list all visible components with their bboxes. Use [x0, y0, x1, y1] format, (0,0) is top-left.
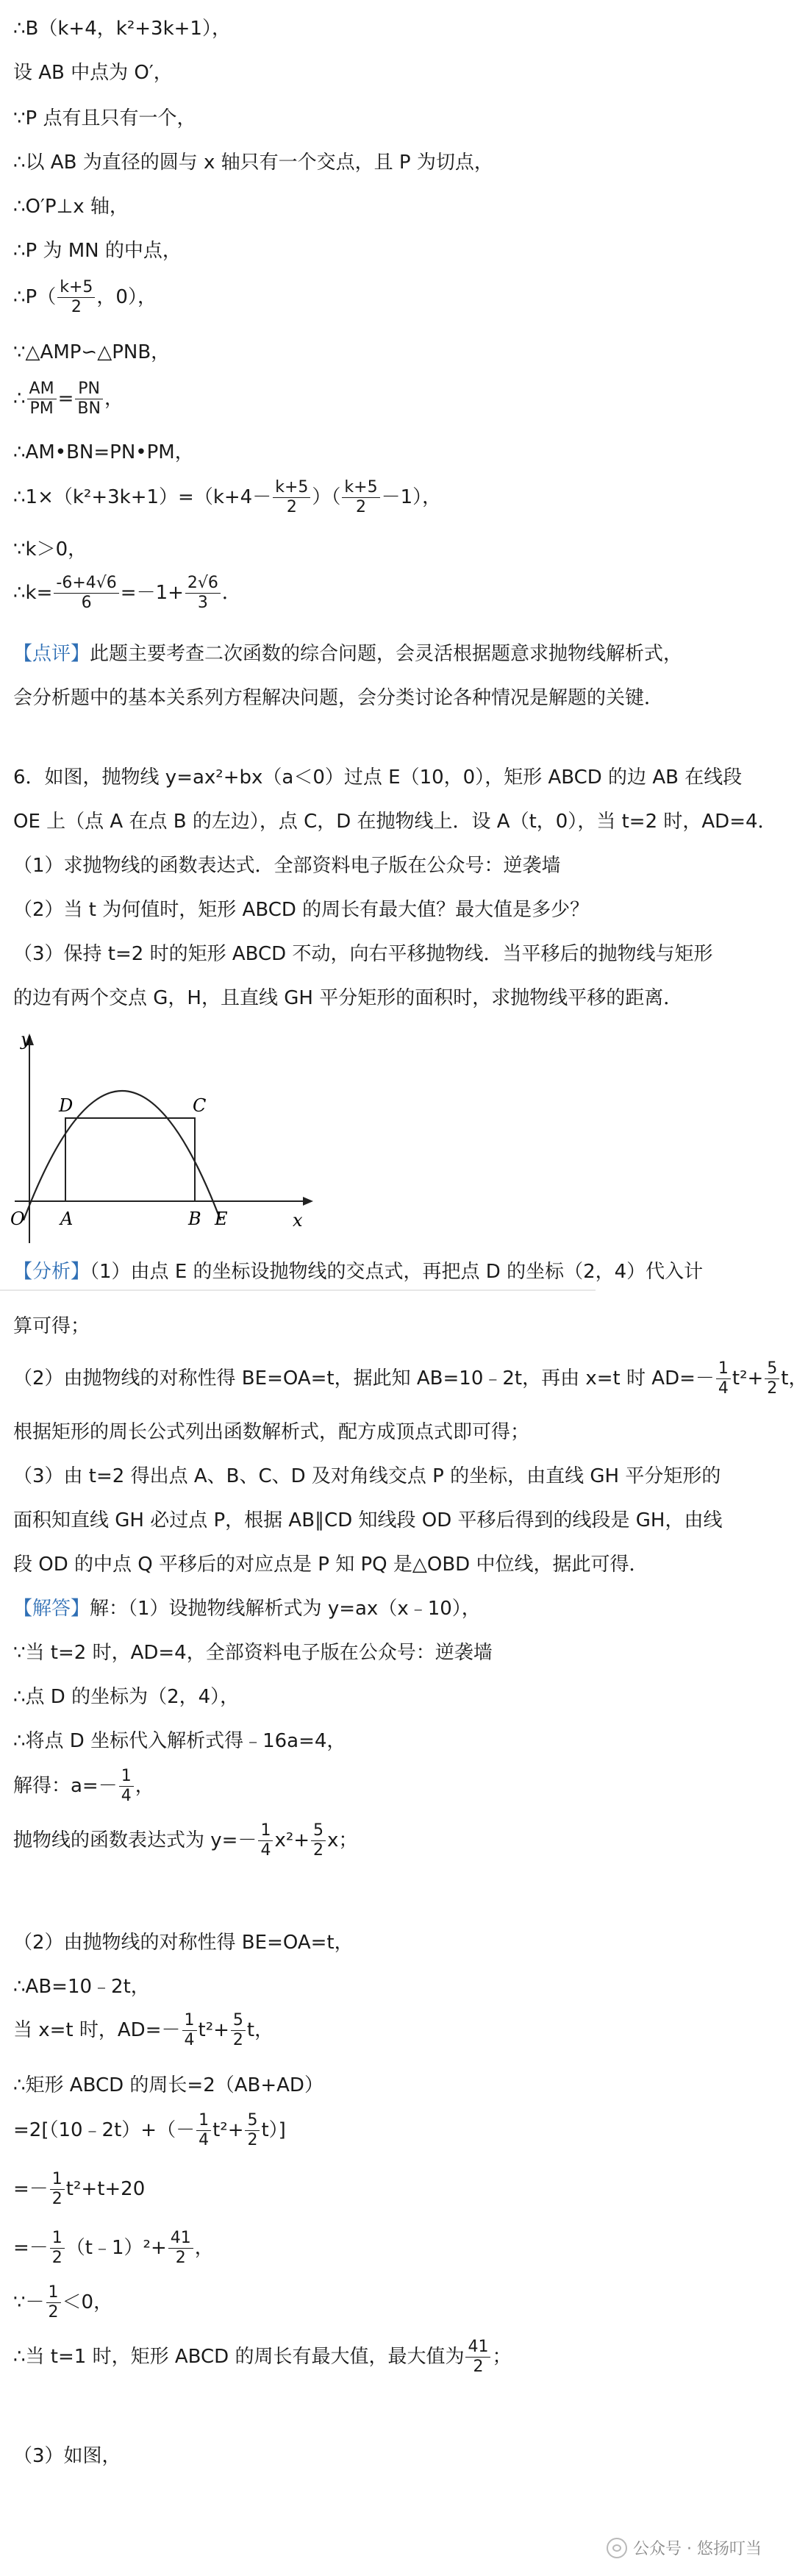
- solution-line: 【解答】解：（1）设抛物线解析式为 y=ax（x﹣10），: [13, 1598, 481, 1620]
- math-line: ∴k= $\frac{-6+4√6}{6}$ =－1+ $\frac{2√6}{3}$ ．: [13, 574, 241, 612]
- label-a: A: [60, 1209, 74, 1229]
- math-line: ∴ $\frac{AM}{PM}$ = $\frac{PN}{BN}$ ，: [13, 380, 124, 418]
- text-line: ∵k＞0，: [13, 538, 87, 561]
- text-line: ∴B（k+4，k²+3k+1），: [13, 18, 231, 40]
- text-line: ∴AB=10﹣2t，: [13, 1976, 150, 1998]
- math-line: =2[（10﹣2t）+（－ $\frac{1}{4}$ t²+ $\frac{5}{2}$ t）]: [13, 2111, 286, 2149]
- watermark: [607, 2536, 762, 2559]
- text-line: ∴将点 D 坐标代入解析式得﹣16a=4，: [13, 1730, 346, 1752]
- text-line: 会分析题中的基本关系列方程解决问题，会分类讨论各种情况是解题的关键．: [13, 687, 664, 709]
- problem-line: （2）当 t 为何值时，矩形 ABCD 的周长有最大值？最大值是多少？: [13, 899, 590, 921]
- label-y: y: [21, 1029, 31, 1050]
- label-b: B: [188, 1209, 201, 1229]
- text-line: （3）如图，: [13, 2445, 121, 2467]
- problem-line: （1）求抛物线的函数表达式．全部资料电子版在公众号：逆袭墙: [13, 855, 561, 877]
- text-line: ∵当 t=2 时，AD=4，全部资料电子版在公众号：逆袭墙: [13, 1642, 493, 1664]
- math-line: ∵－ $\frac{1}{2}$ ＜0，: [13, 2283, 113, 2321]
- math-line: ∴1×（k²+3k+1）=（k+4－ $\frac{k+5}{2}$ ）（ $\frac{k+5}{2}$ －1），: [13, 478, 442, 516]
- text-line: ∴AM•BN=PN•PM，: [13, 441, 194, 463]
- x-axis-arrow: [303, 1197, 313, 1206]
- divider: [0, 1289, 596, 1291]
- text-line: 段 OD 的中点 Q 平移后的对应点是 P 知 PQ 是△OBD 中位线，据此可得．: [13, 1554, 648, 1576]
- text-line: ∴点 D 的坐标为（2，4），: [13, 1686, 240, 1708]
- math-line: 当 x=t 时，AD=－ $\frac{1}{4}$ t²+ $\frac{5}{2}$ t，: [13, 2011, 274, 2049]
- text-line: ∵△AMP∽△PNB，: [13, 341, 171, 363]
- text-line: 根据矩形的周长公式列出函数解析式，配方成顶点式即可得；: [13, 1421, 530, 1443]
- problem-line: OE 上（点 A 在点 B 的左边），点 C，D 在抛物线上．设 A（t，0），当 t=2 时，AD=4．: [13, 811, 777, 833]
- text-line: ∴矩形 ABCD 的周长=2（AB+AD）: [13, 2074, 323, 2096]
- problem-line: 6．如图，抛物线 y=ax²+bx（a＜0）过点 E（10，0），矩形 ABCD 的边 AB 在线段: [13, 766, 743, 789]
- text-line: ∴以 AB 为直径的圆与 x 轴只有一个交点，且 P 为切点，: [13, 152, 493, 174]
- math-line: ∴P（ $\frac{k+5}{2}$ ，0），: [13, 278, 157, 316]
- label-d: D: [59, 1095, 74, 1116]
- wechat-icon: [607, 2538, 627, 2558]
- label-c: C: [193, 1095, 207, 1116]
- text-line: ∵P 点有且只有一个，: [13, 107, 196, 129]
- math-line: 抛物线的函数表达式为 y=－ $\frac{1}{4}$ x²+ $\frac{5}{2}$ x；: [13, 1821, 358, 1860]
- label-o: O: [10, 1209, 25, 1229]
- text-line: ∴O′P⊥x 轴，: [13, 196, 129, 218]
- analysis-line: 【分析】（1）由点 E 的坐标设抛物线的交点式，再把点 D 的坐标（2，4）代入计: [13, 1261, 704, 1283]
- analysis-tag: 【分析】: [13, 1261, 90, 1283]
- comment-line: 【点评】此题主要考查二次函数的综合问题，会灵活根据题意求抛物线解析式，: [13, 643, 683, 665]
- math-line: ∴当 t=1 时，矩形 ABCD 的周长有最大值，最大值为 $\frac{41}{2}$ ；: [13, 2338, 512, 2376]
- solution-tag: 【解答】: [13, 1598, 90, 1620]
- label-e: E: [215, 1209, 228, 1229]
- text-line: ∴P 为 MN 的中点，: [13, 240, 182, 262]
- math-line: =－ $\frac{1}{2}$ （t﹣1）²+ $\frac{41}{2}$ ，: [13, 2229, 214, 2267]
- text-line: （3）由 t=2 得出点 A、B、C、D 及对角线交点 P 的坐标，由直线 GH 平分矩形的: [13, 1465, 721, 1487]
- label-x: x: [293, 1210, 303, 1231]
- math-line: 解得：a=－ $\frac{1}{4}$ ，: [13, 1767, 154, 1805]
- problem-line: 的边有两个交点 G，H，且直线 GH 平分矩形的面积时，求抛物线平移的距离．: [13, 987, 683, 1009]
- parabola-figure: [0, 1026, 323, 1250]
- math-line: =－ $\frac{1}{2}$ t²+t+20: [13, 2170, 146, 2208]
- rectangle-abcd: [65, 1118, 195, 1201]
- watermark-text: 公众号 · 悠扬叮当: [633, 2540, 762, 2558]
- problem-line: （3）保持 t=2 时的矩形 ABCD 不动，向右平移抛物线．当平移后的抛物线与矩形: [13, 943, 713, 965]
- text-line: （2）由抛物线的对称性得 BE=OA=t，: [13, 1932, 354, 1954]
- text-line: 面积知直线 GH 必过点 P，根据 AB∥CD 知线段 OD 平移后得到的线段是 GH，由线: [13, 1509, 723, 1531]
- text-line: 设 AB 中点为 O′，: [13, 62, 173, 84]
- comment-tag: 【点评】: [13, 643, 90, 665]
- text-line: 算可得；: [13, 1315, 90, 1337]
- math-line: （2）由抛物线的对称性得 BE=OA=t，据此知 AB=10﹣2t，再由 x=t 时 AD=－ $\frac{1}{4}$ t²+ $\frac{5}{2}$ t，: [13, 1359, 808, 1398]
